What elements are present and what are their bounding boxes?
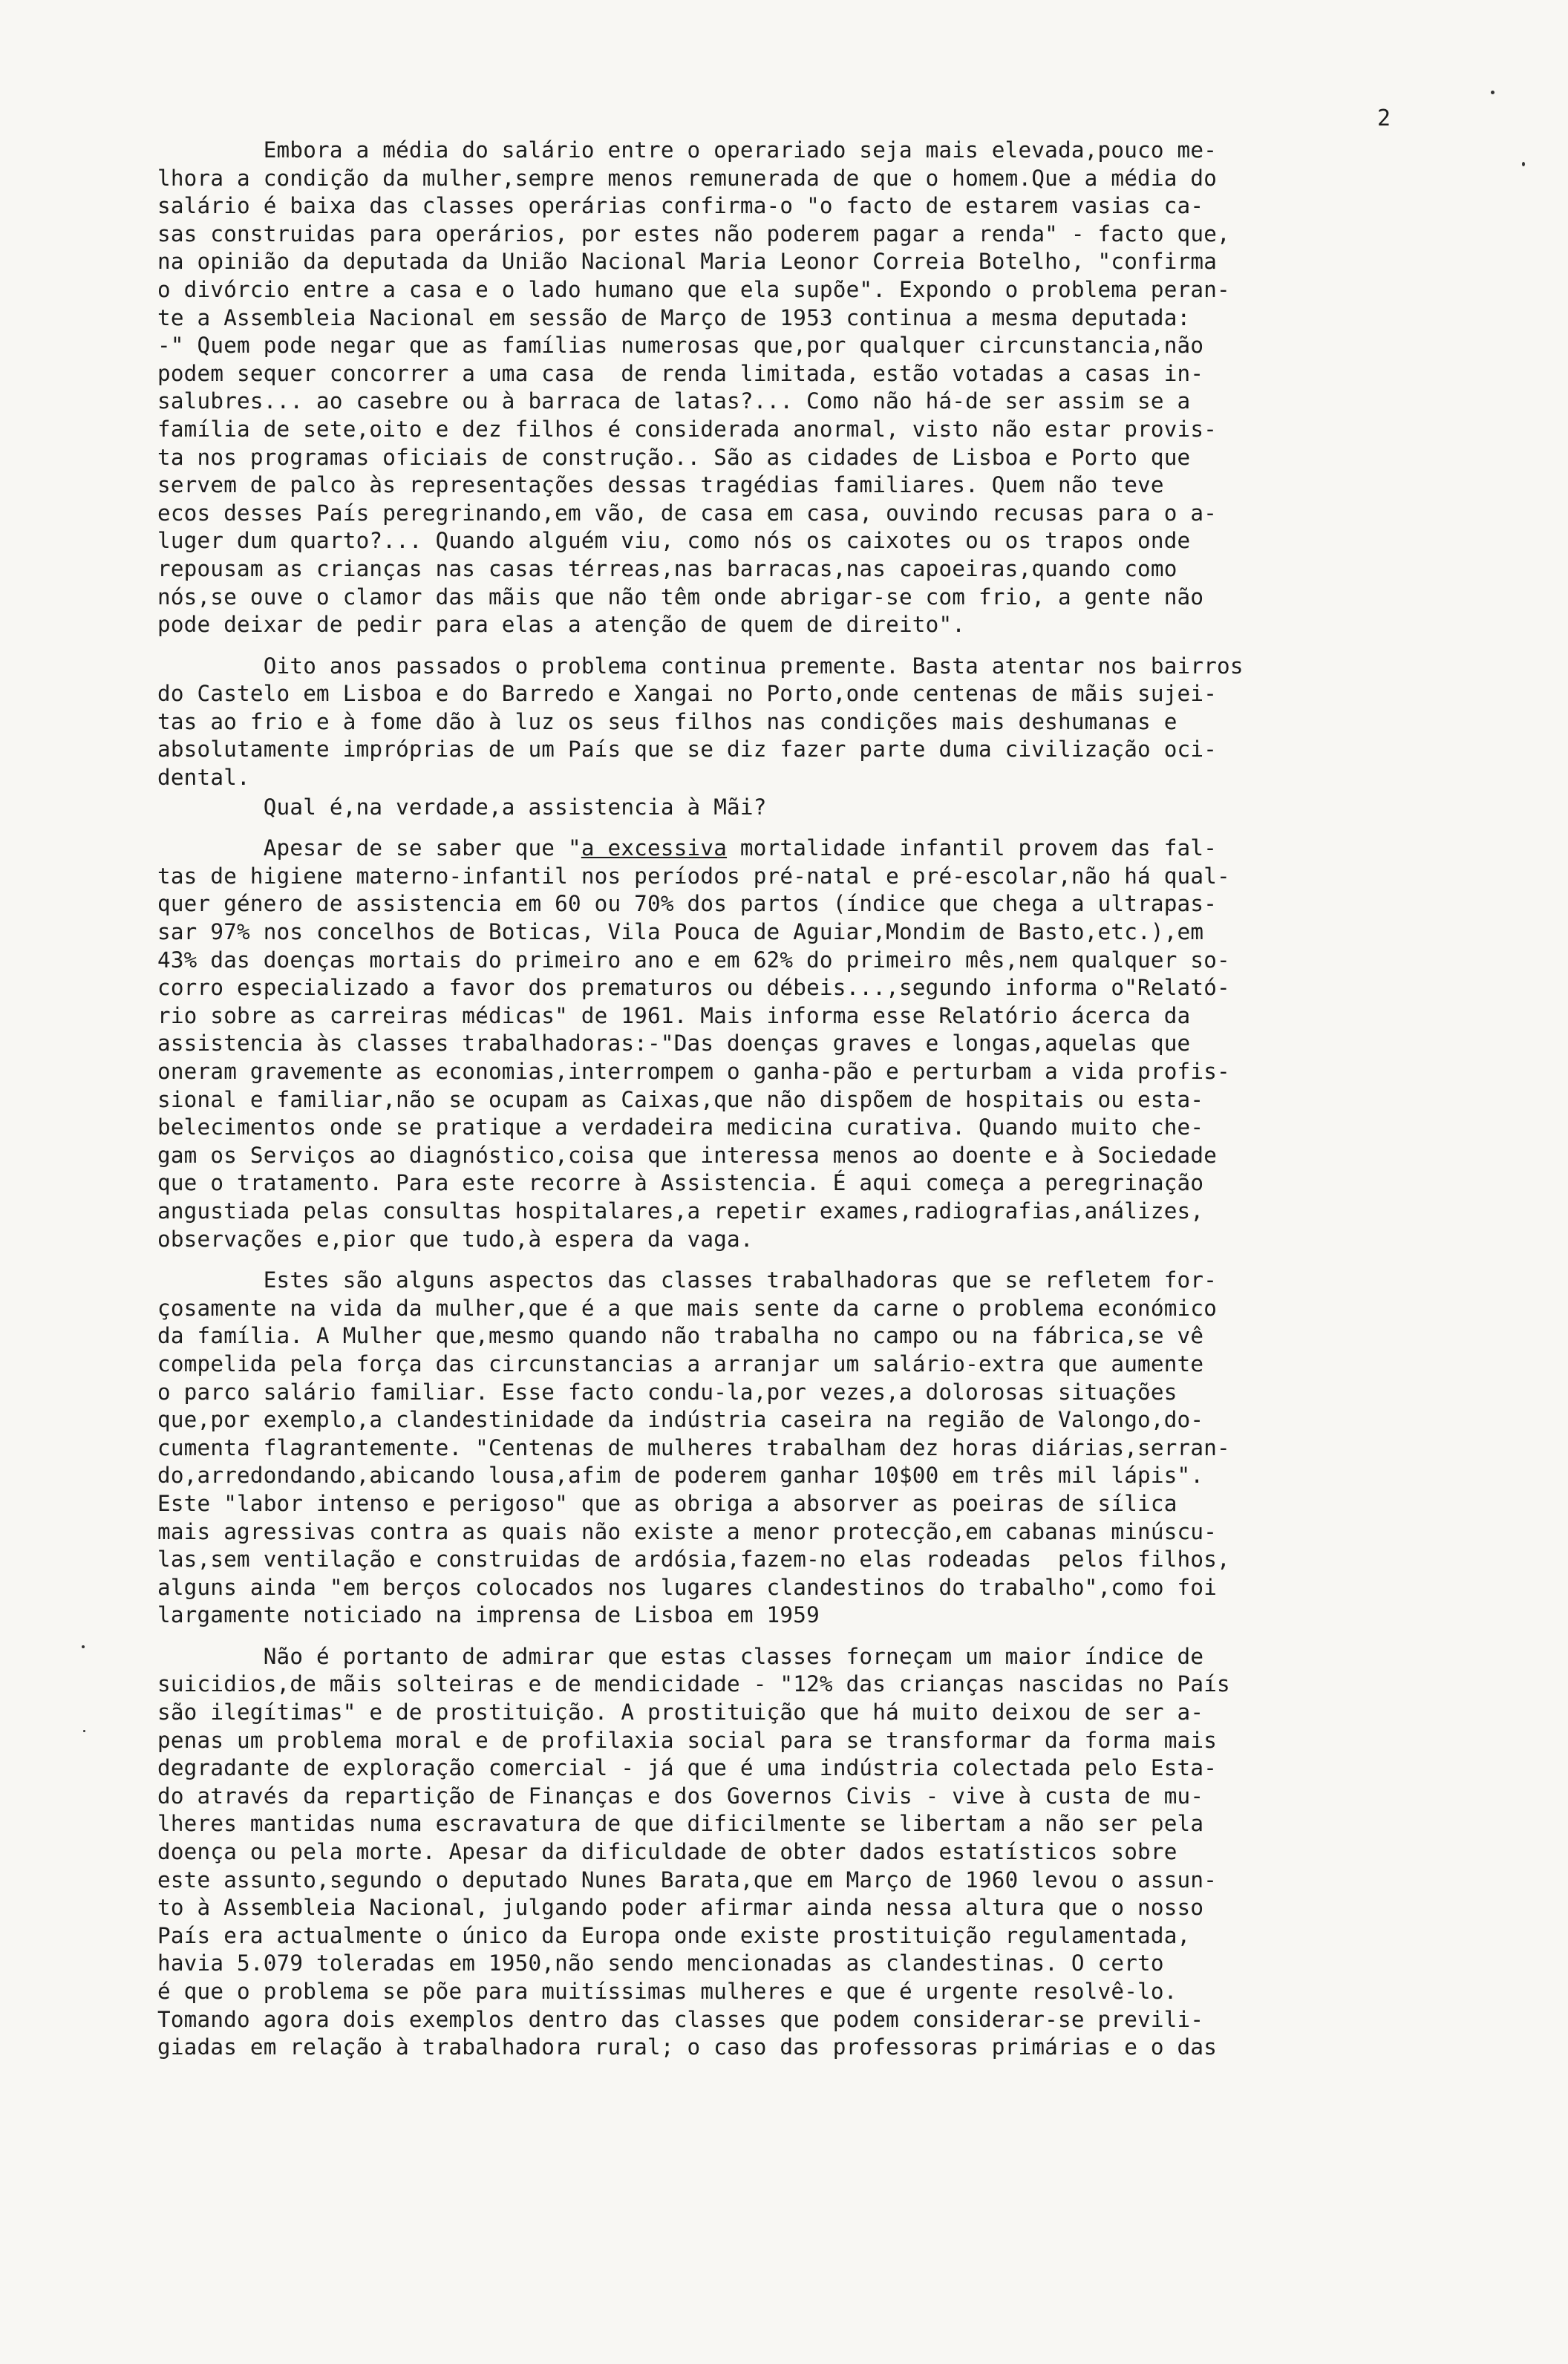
text-line: que o tratamento. Para este recorre à Assistencia. É aqui começa a peregrinação	[157, 1170, 1204, 1196]
text-line: o parco salário familiar. Esse facto condu-la,por vezes,a dolorosas situações	[157, 1379, 1177, 1405]
text-line: te a Assembleia Nacional em sessão de Março de 1953 continua a mesma deputada:	[157, 304, 1191, 330]
page-number: 2	[1377, 105, 1391, 131]
text-line: luger dum quarto?... Quando alguém viu, como nós os caixotes ou os trapos onde	[157, 528, 1191, 554]
text-line: sar 97% nos concelhos de Boticas, Vila Pouca de Aguiar,Mondim de Basto,etc.),em	[157, 919, 1204, 945]
text-line: quer género de assistencia em 60 ou 70% dos partos (índice que chega a ultrapas-	[157, 891, 1218, 917]
text-line: são ilegítimas" e de prostituição. A prostituição que há muito deixou de ser a-	[157, 1699, 1204, 1725]
text-line: mais agressivas contra as quais não existe a menor protecção,em cabanas minúscu-	[157, 1518, 1218, 1544]
text-line: do Castelo em Lisboa e do Barredo e Xangai no Porto,onde centenas de mãis sujei-	[157, 681, 1218, 707]
text-line: Oito anos passados o problema continua premente. Basta atentar nos bairros	[157, 653, 1244, 679]
text-line: observações e,pior que tudo,à espera da vaga.	[157, 1226, 754, 1252]
paragraph-gap	[157, 1253, 1464, 1267]
text-line: compelida pela força das circunstancias a arranjar um salário-extra que aumente	[157, 1351, 1204, 1377]
text-line: doença ou pela morte. Apesar da dificuldade de obter dados estatísticos sobre	[157, 1839, 1177, 1865]
text-line: que,por exemplo,a clandestinidade da indústria caseira na região de Valongo,do-	[157, 1407, 1204, 1433]
text-line: assistencia às classes trabalhadoras:-"Das doenças graves e longas,aquelas que	[157, 1031, 1191, 1057]
paragraph-prostitution	[157, 1643, 1464, 2062]
text-line: rio sobre as carreiras médicas" de 1961. Mais informa esse Relatório ácerca da	[157, 1002, 1191, 1028]
text-line: pode deixar de pedir para elas a atenção de quem de direito".	[157, 612, 966, 638]
text-line: 43% das doenças mortais do primeiro ano e em 62% do primeiro mês,nem qualquer so-	[157, 947, 1230, 973]
text-line: sas construidas para operários, por estes não poderem pagar a renda" - facto que,	[157, 221, 1230, 246]
text-line: las,sem ventilação e construidas de ardósia,fazem-no elas rodeadas pelos filhos,	[157, 1547, 1230, 1573]
text-line: Qual é,na verdade,a assistencia à Mãi?	[157, 794, 767, 820]
paragraph-infant-mortality	[157, 835, 1464, 1253]
text-line: Este "labor intenso e perigoso" que as obriga a absorver as poeiras de sílica	[157, 1490, 1177, 1516]
text-line: oneram gravemente as economias,interrompem o ganha-pão e perturbam a vida profis-	[157, 1059, 1230, 1084]
paragraph-working-women	[157, 1267, 1464, 1630]
text-line: çosamente na vida da mulher,que é a que mais sente da carne o problema económico	[157, 1295, 1218, 1321]
text-line: do através da repartição de Finanças e dos Governos Civis - vive à custa de mu-	[157, 1783, 1204, 1809]
text-line: lheres mantidas numa escravatura de que dificilmente se libertam a não ser pela	[157, 1811, 1204, 1837]
text-line: largamente noticiado na imprensa de Lisboa em 1959	[157, 1602, 820, 1628]
text-line: gam os Serviços ao diagnóstico,coisa que interessa menos ao doente e à Sociedade	[157, 1142, 1218, 1168]
text-line: sional e familiar,não se ocupam as Caixas,que não dispõem de hospitais ou esta-	[157, 1086, 1204, 1112]
text-line: País era actualmente o único da Europa onde existe prostituição regulamentada,	[157, 1922, 1191, 1948]
text-line: belecimentos onde se pratique a verdadeira medicina curativa. Quando muito che-	[157, 1114, 1204, 1140]
paragraph-gap	[157, 821, 1464, 835]
text-line: alguns ainda "em berços colocados nos lugares clandestinos do trabalho",como foi	[157, 1574, 1218, 1600]
text-line: suicidios,de mãis solteiras e de mendicidade - "12% das crianças nascidas no País	[157, 1671, 1230, 1697]
text-line: havia 5.079 toleradas em 1950,não sendo mencionadas as clandestinas. O certo	[157, 1950, 1164, 1976]
text-line: Tomando agora dois exemplos dentro das classes que podem considerar-se previli-	[157, 2006, 1204, 2032]
paragraph-eight-years	[157, 653, 1464, 792]
paper-speck	[82, 1645, 85, 1648]
text-line: podem sequer concorrer a uma casa de renda limitada, estão votadas a casas in-	[157, 360, 1204, 386]
paragraph-gap	[157, 639, 1464, 653]
text-line: este assunto,segundo o deputado Nunes Barata,que em Março de 1960 levou o assun-	[157, 1867, 1218, 1893]
text-line: Não é portanto de admirar que estas classes forneçam um maior índice de	[157, 1643, 1204, 1669]
text-line: o divórcio entre a casa e o lado humano que ela supõe". Expondo o problema peran-	[157, 276, 1230, 302]
text-line: tas ao frio e à fome dão à luz os seus filhos nas condições mais deshumanas e	[157, 708, 1177, 734]
paper-speck	[1522, 162, 1525, 166]
text-line: to à Assembleia Nacional, julgando poder afirmar ainda nessa altura que o nosso	[157, 1895, 1204, 1921]
text-line: ecos desses País peregrinando,em vão, de casa em casa, ouvindo recusas para o a-	[157, 500, 1218, 526]
text-line: família de sete,oito e dez filhos é considerada anormal, visto não estar provis-	[157, 416, 1218, 442]
text-line: do,arredondando,abicando lousa,afim de poderem ganhar 10$00 em três mil lápis".	[157, 1463, 1204, 1489]
text-line: lhora a condição da mulher,sempre menos remunerada de que o homem.Que a média do	[157, 165, 1218, 191]
paragraph-housing	[157, 137, 1464, 639]
text-line: salubres... ao casebre ou à barraca de latas?... Como não há-de ser assim se a	[157, 388, 1191, 414]
text-line-underlined: Apesar de se saber que "a excessiva mortalidade infantil provem das fal-	[157, 835, 1218, 861]
text-line: dental.	[157, 765, 250, 791]
paragraph-gap	[157, 1630, 1464, 1643]
text-line: servem de palco às representações dessas tragédias familiares. Quem não teve	[157, 472, 1164, 498]
text-line: degradante de exploração comercial - já que é uma indústria colectada pelo Esta-	[157, 1755, 1218, 1781]
text-line: penas um problema moral e de profilaxia social para se transformar da forma mais	[157, 1727, 1218, 1753]
text-line: angustiada pelas consultas hospitalares,a repetir exames,radiografias,análizes,	[157, 1198, 1204, 1224]
text-line: da família. A Mulher que,mesmo quando não trabalha no campo ou na fábrica,se vê	[157, 1323, 1204, 1349]
paragraph-question	[157, 794, 1464, 822]
text-line: salário é baixa das classes operárias confirma-o "o facto de estarem vasias ca-	[157, 193, 1204, 219]
text-line: na opinião da deputada da União Nacional Maria Leonor Correia Botelho, "confirma	[157, 249, 1218, 275]
text-line: Estes são alguns aspectos das classes trabalhadoras que se refletem for-	[157, 1267, 1218, 1293]
text-line: corro especializado a favor dos prematuros ou débeis...,segundo informa o"Relató-	[157, 975, 1230, 1001]
text-line: nós,se ouve o clamor das mãis que não têm onde abrigar-se com frio, a gente não	[157, 584, 1204, 610]
text-line: Embora a média do salário entre o operariado seja mais elevada,pouco me-	[157, 137, 1218, 163]
text-line: -" Quem pode negar que as famílias numerosas que,por qualquer circunstancia,não	[157, 333, 1204, 359]
text-line: é que o problema se põe para muitíssimas mulheres e que é urgente resolvê-lo.	[157, 1979, 1177, 2004]
typed-text-body	[157, 137, 1464, 2062]
text-line: ta nos programas oficiais de construção.. São as cidades de Lisboa e Porto que	[157, 444, 1191, 470]
paper-speck	[1491, 91, 1494, 94]
text-line: giadas em relação à trabalhadora rural; o caso das professoras primárias e o das	[157, 2034, 1218, 2060]
text-line: absolutamente impróprias de um País que se diz fazer parte duma civilização oci-	[157, 737, 1218, 763]
paper-speck	[83, 1730, 85, 1732]
underlined-phrase: a excessiva	[581, 835, 728, 861]
text-line: repousam as crianças nas casas térreas,nas barracas,nas capoeiras,quando como	[157, 555, 1177, 581]
text-line: tas de higiene materno-infantil nos períodos pré-natal e pré-escolar,não há qual-	[157, 863, 1230, 889]
text-line: cumenta flagrantemente. "Centenas de mulheres trabalham dez horas diárias,serran-	[157, 1434, 1230, 1460]
